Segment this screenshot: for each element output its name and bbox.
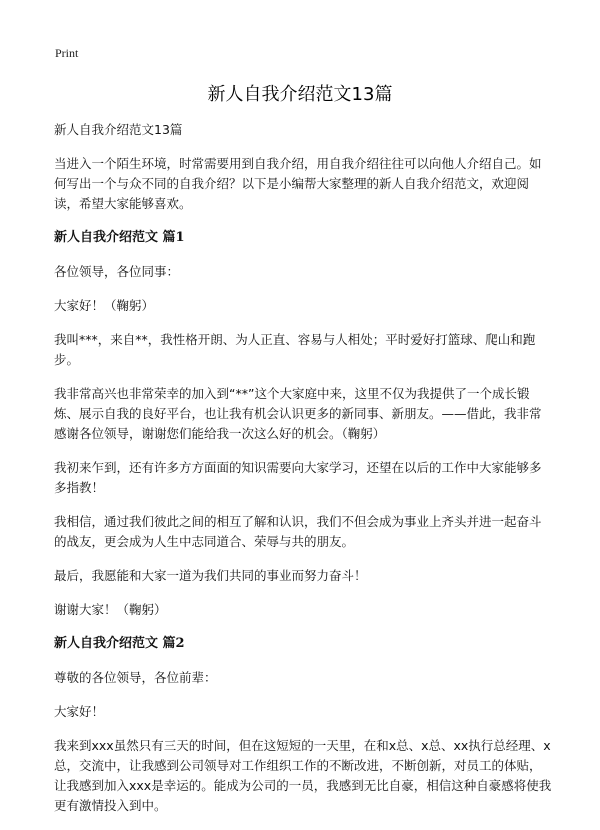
article-subtitle: 新人自我介绍范文13篇 <box>54 122 183 137</box>
article-body <box>54 120 552 830</box>
paragraph: 尊敬的各位领导，各位前辈： <box>54 670 217 685</box>
paragraph: 大家好！（鞠躬） <box>54 298 155 313</box>
paragraph: 各位领导，各位同事： <box>54 264 180 279</box>
paragraph: 我非常高兴也非常荣幸的加入到“**”这个大家庭中来，这里不仅为我提供了一个成长锻炼、展示自我的良好平台，也让我有机会认识更多的新同事、新朋友。——借此，我非常感谢各位领导，谢谢您们能给我一次这么好的机会。（鞠躬） <box>54 386 542 441</box>
print-link[interactable]: Print <box>55 46 79 60</box>
paragraph: 大家好！ <box>54 704 105 719</box>
section-heading-2: 新人自我介绍范文 篇2 <box>54 636 185 651</box>
section-heading-1: 新人自我介绍范文 篇1 <box>54 230 185 245</box>
paragraph: 我叫***，来自**，我性格开朗、为人正直、容易与人相处；平时爱好打篮球、爬山和跑步。 <box>54 332 536 367</box>
page-title: 新人自我介绍范文13篇 <box>207 84 393 105</box>
paragraph: 我初来乍到，还有许多方方面面的知识需要向大家学习，还望在以后的工作中大家能够多多指教！ <box>54 460 542 495</box>
paragraph: 谢谢大家！（鞠躬） <box>54 602 167 617</box>
paragraph: 我相信，通过我们彼此之间的相互了解和认识，我们不但会成为事业上齐头并进一起奋斗的战友，更会成为人生中志同道合、荣辱与共的朋友。 <box>54 514 542 549</box>
intro-paragraph: 当进入一个陌生环境，时常需要用到自我介绍，用自我介绍往往可以向他人介绍自己。如何写出一个与众不同的自我介绍？以下是小编帮大家整理的新人自我介绍范文，欢迎阅读，希望大家能够喜欢。 <box>54 156 542 211</box>
paragraph: 最后，我愿能和大家一道为我们共同的事业而努力奋斗！ <box>54 568 367 583</box>
paragraph: 我来到xxx虽然只有三天的时间，但在这短短的一天里，在和x总、x总、xx执行总经理、x总，交流中，让我感到公司领导对工作组织工作的不断改进，不断创新，对员工的体贴，让我感到加入xxx是幸运的。能成为公司的一员，我感到无比自豪，相信这种自豪感将使我更有激情投入到中。 <box>54 738 552 813</box>
